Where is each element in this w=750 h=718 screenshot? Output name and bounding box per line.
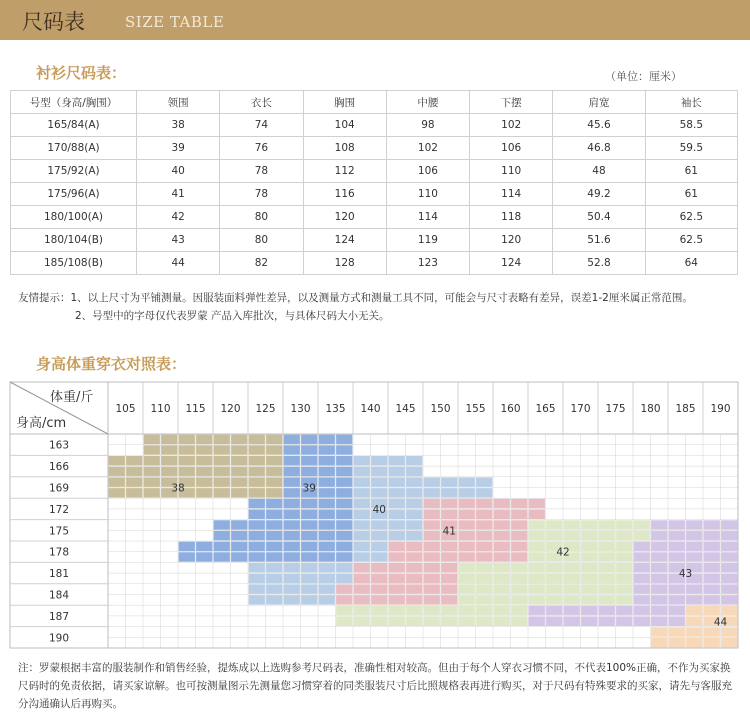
table-cell: 165/84(A) (11, 114, 137, 137)
weight-tick-label: 175 (605, 403, 626, 415)
size-label-42: 42 (556, 546, 570, 559)
col-header: 领围 (137, 91, 220, 114)
table-cell: 52.8 (553, 252, 645, 275)
weight-tick-label: 130 (290, 403, 311, 415)
size-region-42 (528, 530, 651, 541)
table-cell: 62.5 (645, 206, 737, 229)
table-cell: 112 (303, 160, 386, 183)
table-cell: 78 (220, 160, 303, 183)
size-region-43 (528, 605, 686, 616)
weight-tick-label: 190 (710, 403, 731, 415)
table-cell: 106 (386, 160, 469, 183)
size-region-44 (651, 637, 739, 648)
col-header: 胸围 (303, 91, 386, 114)
height-tick-label: 181 (48, 568, 70, 581)
size-region-41 (336, 595, 459, 606)
size-region-44 (686, 605, 739, 616)
table-cell: 120 (303, 206, 386, 229)
weight-tick-label: 170 (570, 403, 591, 415)
table-cell: 114 (386, 206, 469, 229)
weight-tick-label: 185 (675, 403, 696, 415)
table-cell: 38 (137, 114, 220, 137)
col-header: 号型（身高/胸围） (11, 91, 137, 114)
table-cell: 180/104(B) (11, 229, 137, 252)
height-tick-label: 178 (48, 546, 70, 559)
weight-tick-label: 135 (325, 403, 346, 415)
table-cell: 114 (470, 183, 553, 206)
height-tick-label: 175 (48, 525, 70, 538)
header-title: 尺码表 (22, 10, 85, 34)
size-region-43 (651, 530, 739, 541)
size-region-42 (336, 616, 529, 627)
height-tick-label: 190 (48, 632, 70, 645)
table-cell: 110 (470, 160, 553, 183)
weight-tick-label: 120 (220, 403, 241, 415)
table-cell: 119 (386, 229, 469, 252)
table-cell: 51.6 (553, 229, 645, 252)
col-header: 袖长 (645, 91, 737, 114)
table-cell: 123 (386, 252, 469, 275)
table-cell: 185/108(B) (11, 252, 137, 275)
table-cell: 110 (386, 183, 469, 206)
size-region-43 (651, 520, 739, 531)
table-cell: 74 (220, 114, 303, 137)
table-cell: 62.5 (645, 229, 737, 252)
table-cell: 45.6 (553, 114, 645, 137)
table-cell: 64 (645, 252, 737, 275)
size-region-41 (336, 584, 459, 595)
size-label-40: 40 (372, 503, 386, 516)
height-tick-label: 184 (48, 589, 70, 602)
tip-line-1: 友情提示：1、以上尺寸为平铺测量。因服装面料弹性差异，以及测量方式和测量工具不同，可能会与尺寸表略有差异，误差1-2厘米属正常范围。 (18, 292, 693, 304)
height-tick-label: 187 (48, 610, 70, 623)
weight-tick-label: 110 (150, 403, 171, 415)
height-tick-label: 172 (48, 503, 70, 516)
table-cell: 50.4 (553, 206, 645, 229)
table-cell: 76 (220, 137, 303, 160)
table-cell: 46.8 (553, 137, 645, 160)
table-cell: 61 (645, 160, 737, 183)
table-cell: 58.5 (645, 114, 737, 137)
shirt-table-title: 衬衫尺码表： (36, 64, 127, 82)
table-cell: 48 (553, 160, 645, 183)
weight-tick-label: 155 (465, 403, 486, 415)
size-label-44: 44 (713, 616, 728, 629)
col-header: 下摆 (470, 91, 553, 114)
table-cell: 39 (137, 137, 220, 160)
size-region-41 (423, 509, 546, 520)
table-cell: 116 (303, 183, 386, 206)
table-cell: 80 (220, 229, 303, 252)
unit-label: （单位：厘米） (605, 70, 682, 83)
table-cell: 106 (470, 137, 553, 160)
table-cell: 40 (137, 160, 220, 183)
table-cell: 102 (470, 114, 553, 137)
size-region-42 (528, 520, 651, 531)
weight-tick-label: 160 (500, 403, 521, 415)
table-cell: 104 (303, 114, 386, 137)
height-tick-label: 163 (48, 439, 70, 452)
table-cell: 61 (645, 183, 737, 206)
table-cell: 41 (137, 183, 220, 206)
table-cell: 59.5 (645, 137, 737, 160)
size-label-43: 43 (678, 568, 693, 581)
table-cell: 108 (303, 137, 386, 160)
table-cell: 128 (303, 252, 386, 275)
table-cell: 49.2 (553, 183, 645, 206)
header-subtitle: SIZE TABLE (125, 13, 225, 31)
weight-tick-label: 180 (640, 403, 661, 415)
weight-tick-label: 140 (360, 403, 381, 415)
table-cell: 102 (386, 137, 469, 160)
bottom-note: 注：罗蒙根据丰富的服装制作和销售经验，提炼成以上选购参考尺码表，准确性相对较高。但由于每个人穿衣习惯不同，不代表100%正确，不作为买家换尺码时的免责依据，请买家谅解。也可按测量图示先测量您习惯穿着的同类服装尺寸后比照规格表再进行购买，对于尺码有特殊要求的买家，请先与客服充分沟通确认后再购买。 (18, 662, 732, 710)
table-cell: 80 (220, 206, 303, 229)
weight-tick-label: 150 (430, 403, 451, 415)
table-cell: 42 (137, 206, 220, 229)
table-cell: 118 (470, 206, 553, 229)
height-tick-label: 166 (48, 461, 70, 474)
size-region-41 (423, 498, 546, 509)
table-cell: 170/88(A) (11, 137, 137, 160)
col-header: 肩宽 (553, 91, 645, 114)
table-cell: 82 (220, 252, 303, 275)
col-header: 中腰 (386, 91, 469, 114)
table-cell: 98 (386, 114, 469, 137)
table-cell: 124 (303, 229, 386, 252)
weight-tick-label: 115 (185, 403, 206, 415)
weight-tick-label: 105 (115, 403, 136, 415)
table-cell: 180/100(A) (11, 206, 137, 229)
size-label-38: 38 (171, 482, 185, 495)
table-cell: 175/92(A) (11, 160, 137, 183)
table-cell: 120 (470, 229, 553, 252)
table-cell: 175/96(A) (11, 183, 137, 206)
size-region-44 (686, 616, 739, 627)
corner-weight-label: 体重/斤 (50, 390, 94, 405)
table-cell: 78 (220, 183, 303, 206)
height-tick-label: 169 (48, 482, 70, 495)
size-label-39: 39 (302, 482, 316, 495)
size-region-43 (528, 616, 686, 627)
weight-tick-label: 125 (255, 403, 276, 415)
table-cell: 44 (137, 252, 220, 275)
table-cell: 124 (470, 252, 553, 275)
col-header: 衣长 (220, 91, 303, 114)
weight-tick-label: 145 (395, 403, 416, 415)
size-region-42 (336, 605, 529, 616)
corner-height-label: 身高/cm (16, 416, 67, 431)
table-cell: 43 (137, 229, 220, 252)
size-label-41: 41 (442, 525, 456, 538)
weight-tick-label: 165 (535, 403, 556, 415)
tip-line-2: 2、号型中的字母仅代表罗蒙 产品入库批次，与具体尺码大小无关。 (75, 310, 390, 322)
chart-title: 身高体重穿衣对照表： (36, 355, 187, 373)
